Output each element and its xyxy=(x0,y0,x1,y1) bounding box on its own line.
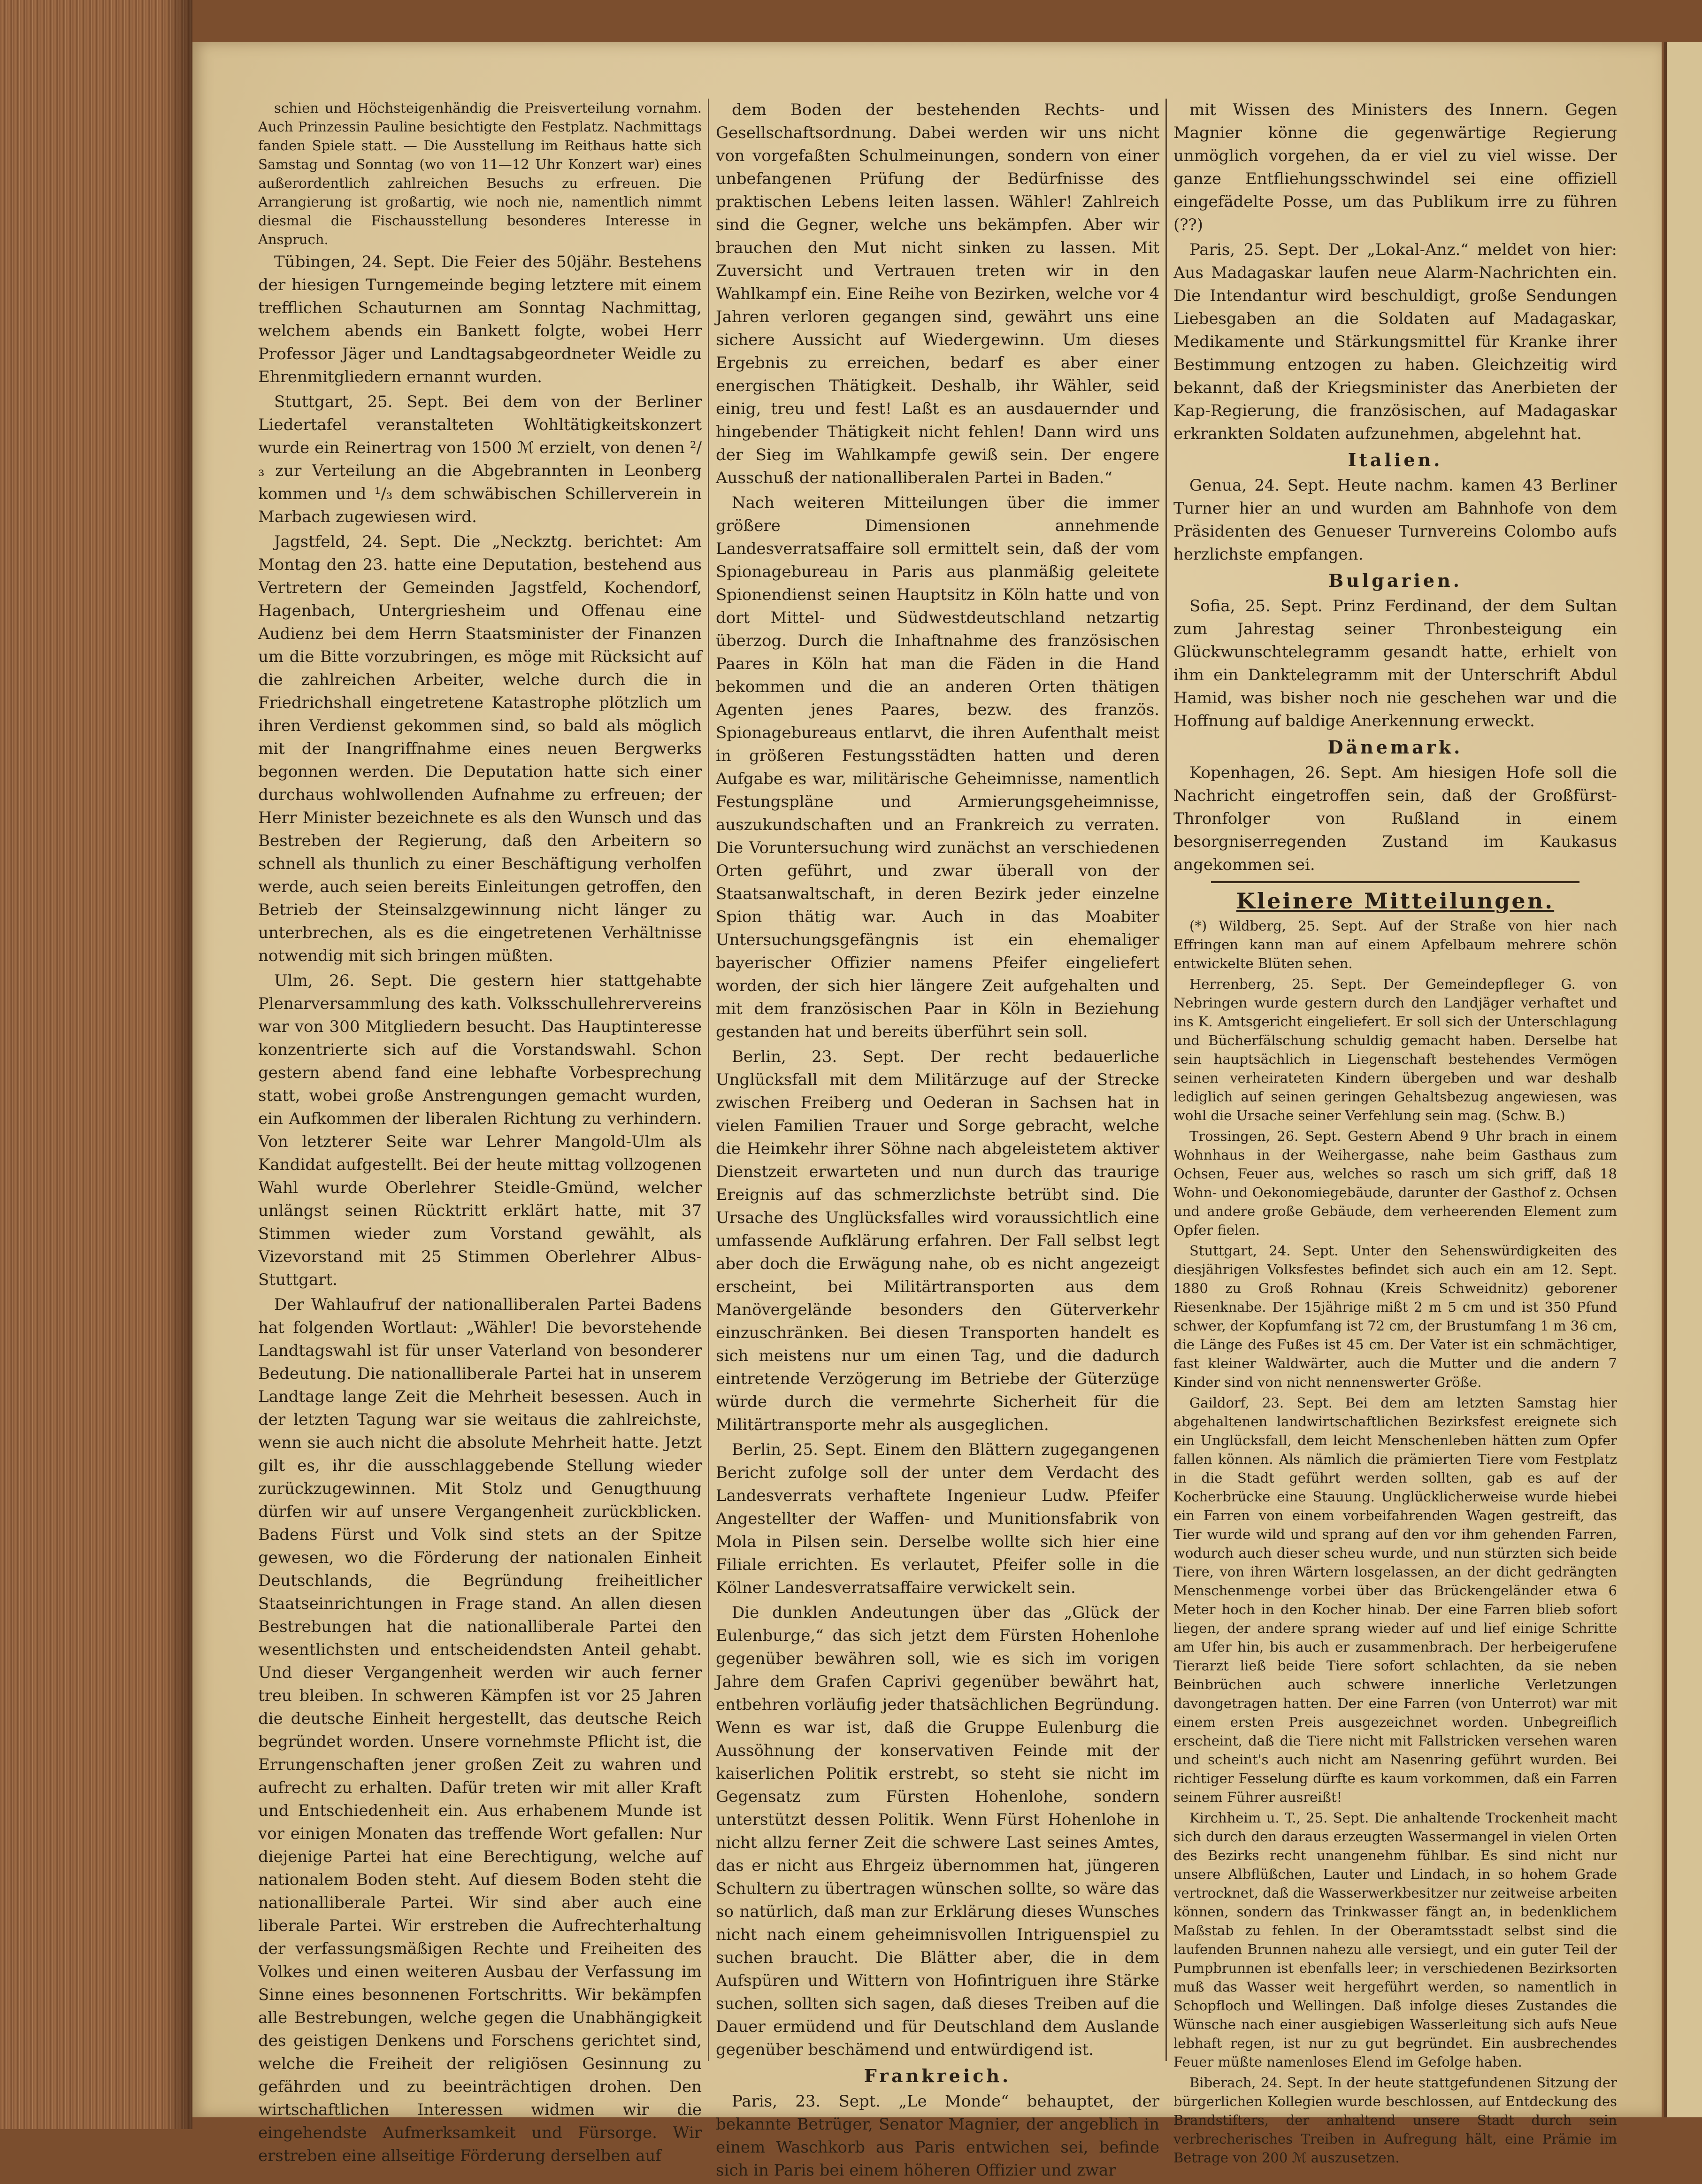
article-paragraph: Gaildorf, 23. Sept. Bei dem am letzten Samstag hier abgehaltenen landwirtschaftlichen Bezirksfest ereignete sich ein Unglücksfall, dem leicht Menschenleben hätten zum Opfer fallen können. Als nämlich die prämierten Tiere vom Festplatz in die Stadt geführt werden sollten, gab es auf der Kocherbrücke eine Stauung. Unglücklicherweise wurde hiebei ein Farren von einem vorbeifahrenden Wagen gestreift, das Tier wurde wild und sprang auf den vor ihm gehenden Farren, wodurch auch dieser scheu wurde, und nun stürzten sich beide Tiere, von ihren Wärtern losgelassen, an der dicht gedrängten Menschenmenge vorbei über das Brückengeländer etwa 6 Meter hoch in den Kocher hinab. Der eine Farren blieb sofort liegen, der andere sprang wieder auf und lief einige Schritte am Ufer hin, bis auch er zusammenbrach. Der herbeigerufene Tierarzt ließ beide Tiere sofort schlachten, da sie neben Beinbrüchen auch schwere innerliche Verletzungen davongetragen hatten. Der eine Farren (von Unterrot) war mit einem ersten Preis ausgezeichnet worden. Unbegreiflich erscheint, daß die Tiere nicht mit Fallstricken versehen waren und scheint's auch nicht am Nasenring geführt wurden. Bei richtiger Fesselung dürfte es kaum vorkommen, daß ein Farren seinem Führer ausreißt! xyxy=(1173,1395,1617,1805)
article-paragraph: mit Wissen des Ministers des Innern. Gegen Magnier könne die gegenwärtige Regierung unmöglich vorgehen, da er viel zu viel wisse. Der ganze Entfliehungsschwindel sei eine offiziell eingefädelte Posse, um das Publikum irre zu führen (??) xyxy=(1173,100,1617,234)
article-paragraph: Der Wahlaufruf der nationalliberalen Partei Badens hat folgenden Wortlaut: „Wähler! Die bevorstehende Landtagswahl ist für unser Vaterland von besonderer Bedeutung. Die nationalliberale Partei hat in unserem Landtage lange Zeit die Mehrheit besessen. Auch in der letzten Tagung war sie weitaus die zahlreichste, wenn sie auch nicht die absolute Mehrheit hatte. Jetzt gilt es, ihr die ausschlaggebende Stellung wieder zurückzugewinnen. Mit Stolz und Genugthuung dürfen wir auf unsere Vergangenheit zurückblicken. Badens Fürst und Volk sind stets an der Spitze gewesen, wo die Förderung der nationalen Einheit Deutschlands, die Begründung freiheitlicher Staatseinrichtungen in Frage stand. An allen diesen Bestrebungen hat die nationalliberale Partei den wesentlichsten und entscheidendsten Anteil gehabt. Und dieser Vergangenheit werden wir auch ferner treu bleiben. In schweren Kämpfen ist vor 25 Jahren die deutsche Einheit hergestellt, das deutsche Reich begründet worden. Unsere vornehmste Pflicht ist, die Errungenschaften jener großen Zeit zu wahren und aufrecht zu erhalten. Dafür treten wir mit aller Kraft und Entschiedenheit ein. Aus erhabenem Munde ist vor einigen Monaten das treffende Wort gefallen: Nur diejenige Partei hat eine Berechtigung, welche auf nationalem Boden steht. Auf diesem Boden steht die nationalliberale Partei. Wir sind aber auch eine liberale Partei. Wir erstreben die Aufrechterhaltung der verfassungsmäßigen Rechte und Freiheiten des Volkes und einen weiteren Ausbau der Verfassung im Sinne eines besonnenen Fortschritts. Wir bekämpfen alle Bestrebungen, welche gegen die Unabhängigkeit des geistigen Denkens und Forschens gerichtet sind, welche die Freiheit der religiösen Gesinnung zu gefährden und zu beeinträchtigen drohen. Den wirtschaftlichen Interessen widmen wir die eingehendste Aufmerksamkeit und Fürsorge. Wir erstreben eine allseitige Förderung derselben auf xyxy=(258,1295,702,2165)
section-divider xyxy=(1211,881,1579,883)
column-rule xyxy=(708,99,709,2061)
article-paragraph: Stuttgart, 24. Sept. Unter den Sehenswürdigkeiten des diesjährigen Volksfestes befindet sich auch ein am 12. Sept. 1880 zu Groß Rohnau (Kreis Schweidnitz) geborener Riesenknabe. Der 15jährige mißt 2 m 5 cm und ist 350 Pfund schwer, der Kopfumfang ist 72 cm, der Brustumfang 1 m 36 cm, die Länge des Fußes ist 45 cm. Der Vater ist ein schmächtiger, fast kleiner Waldwärter, auch die Mutter und die andern 7 Kinder sind von nicht nennenswerter Größe. xyxy=(1173,1243,1617,1390)
book-edge xyxy=(0,0,192,2129)
section-heading-small-news: Kleinere Mitteilungen. xyxy=(1236,888,1555,914)
article-paragraph: Ulm, 26. Sept. Die gestern hier stattgehabte Plenarversammlung des kath. Volksschullehrervereins war von 300 Mitgliedern besucht. Das Hauptinteresse konzentrierte sich auf die Vorstandswahl. Schon gestern abend fand eine lebhafte Vorbesprechung statt, wobei große Anstrengungen gemacht wurden, ein Aufkommen der liberalen Richtung zu verhindern. Von letzterer Seite war Lehrer Mangold-Ulm als Kandidat aufgestellt. Bei der heute mittag vollzogenen Wahl wurde Oberlehrer Steidle-Gmünd, welcher unlängst seinen Rücktritt erklärt hatte, mit 37 Stimmen wieder zum Vorstand gewählt, als Vizevorstand mit 25 Stimmen Oberlehrer Albus-Stuttgart. xyxy=(258,971,702,1289)
article-paragraph: Paris, 25. Sept. Der „Lokal-Anz.“ meldet von hier: Aus Madagaskar laufen neue Alarm-Nachrichten ein. Die Intendantur wird beschuldigt, große Sendungen Liebesgaben an die Soldaten auf Madagaskar, Medikamente und Stärkungsmittel für Kranke ihrer Bestimmung entzogen zu haben. Gleichzeitig wird bekannt, daß der Kriegsminister das Anerbieten der Kap-Regierung, die französischen, auf Madagaskar erkrankten Soldaten aufzunehmen, abgelehnt hat. xyxy=(1173,240,1617,443)
article-paragraph: Trossingen, 26. Sept. Gestern Abend 9 Uhr brach in einem Wohnhaus in der Weihergasse, nahe beim Gasthaus zum Ochsen, Feuer aus, welches so rasch um sich griff, daß 18 Wohn- und Oekonomiegebäude, darunter der Gasthof z. Ochsen und andere große Gebäude, dem verheerenden Element zum Opfer fielen. xyxy=(1173,1128,1617,1238)
article-paragraph: Tübingen, 24. Sept. Die Feier des 50jähr. Bestehens der hiesigen Turngemeinde beging letztere mit einem trefflichen Schauturnen am Sonntag Nachmittag, welchem abends ein Bankett folgte, wobei Herr Professor Jäger und Landtagsabgeordneter Weidle zu Ehrenmitgliedern ernannt wurden. xyxy=(258,253,702,386)
section-heading: Bulgarien. xyxy=(1328,570,1462,591)
article-paragraph: Sofia, 25. Sept. Prinz Ferdinand, der dem Sultan zum Jahrestag seiner Thronbesteigung ein Glückwunschtelegramm gesandt hatte, erhielt von ihm ein Danktelegramm mit der Unterschrift Abdul Hamid, was bisher noch nie geschehen war und die Hoffnung auf baldige Anerkennung erweckt. xyxy=(1173,597,1617,731)
article-paragraph: schien und Höchsteigenhändig die Preisverteilung vornahm. Auch Prinzessin Pauline besichtigte den Festplatz. Nachmittags fanden Spiele statt. — Die Ausstellung im Reithaus hatte sich Samstag und Sonntag (wo von 11—12 Uhr Konzert war) eines außerordentlich zahlreichen Besuchs zu erfreuen. Die Arrangierung ist großartig, wie noch nie, namentlich nimmt diesmal die Fischausstellung besonderes Interesse in Anspruch. xyxy=(258,100,702,247)
section-heading: Italien. xyxy=(1348,449,1443,470)
article-paragraph: Jagstfeld, 24. Sept. Die „Neckztg. berichtet: Am Montag den 23. hatte eine Deputation, bestehend aus Vertretern der Gemeinden Jagstfeld, Kochendorf, Hagenbach, Untergriesheim und Offenau eine Audienz bei dem Herrn Staatsminister der Finanzen um die Bitte vorzubringen, es möge mit Rücksicht auf die zahlreichen Arbeiter, welche durch die in Friedrichshall eingetretene Katastrophe plötzlich um ihren Verdienst gekommen sind, so bald als möglich mit der Inangriffnahme eines neuen Bergwerks begonnen werden. Die Deputation hatte sich einer durchaus wohlwollenden Aufnahme zu erfreuen; der Herr Minister bezeichnete es als den Wunsch und das Bestreben der Regierung, daß den Arbeitern so schnell als thunlich zu einer Beschäftigung verholfen werde, auch seien bereits Einleitungen getroffen, den Betrieb der Steinsalzgewinnung nicht länger zu unterbrechen, als es die eingetretenen Verhältnisse notwendig mit sich bringen müßten. xyxy=(258,532,702,965)
column-3 xyxy=(1173,99,1617,2169)
newspaper-page xyxy=(192,42,1662,2180)
article-paragraph: Kirchheim u. T., 25. Sept. Die anhaltende Trockenheit macht sich durch den daraus erzeugten Wassermangel in vielen Orten des Bezirks recht unangenehm fühlbar. Es sind nicht nur unsere Albflüßchen, Lauter und Lindach, in so hohem Grade vertrocknet, daß die Wasserwerkbesitzer nur zeitweise arbeiten können, sondern das Trinkwasser fängt an, in bedenklichem Maßstab zu fehlen. In der Oberamtsstadt selbst sind die laufenden Brunnen nahezu alle versiegt, und ein guter Teil der Pumpbrunnen ist ebenfalls leer; in verschiedenen Bezirksorten muß das Wasser weit hergeführt werden, so namentlich in Schopfloch und Wellingen. Daß infolge dieses Zustandes die Wünsche nach einer ausgiebigen Wasserleitung sich aufs Neue lebhaft regen, ist nur zu gut begründet. Ein ausbrechendes Feuer müßte namenloses Elend im Gefolge haben. xyxy=(1173,1810,1617,2070)
article-paragraph: Berlin, 25. Sept. Einem den Blättern zugegangenen Bericht zufolge soll der unter dem Verdacht des Landesverrats verhaftete Ingenieur Ludw. Pfeifer Angestellter der Waffen- und Munitionsfabrik von Mola in Pilsen sein. Derselbe wollte sich hier eine Filiale errichten. Es verlautet, Pfeifer solle in die Kölner Landesverratsaffaire verwickelt sein. xyxy=(716,1440,1159,1597)
article-paragraph: Genua, 24. Sept. Heute nachm. kamen 43 Berliner Turner hier an und wurden am Bahnhofe von dem Präsidenten des Genueser Turnvereins Colombo aufs herzlichste empfangen. xyxy=(1173,476,1617,564)
article-paragraph: Die dunklen Andeutungen über das „Glück der Eulenburge,“ das sich jetzt dem Fürsten Hohenlohe gegenüber bewähren soll, wie es sich im vorigen Jahre dem Grafen Caprivi gegenüber bewährt hat, entbehren vorläufig jeder thatsächlichen Begründung. Wenn es war ist, daß die Gruppe Eulenburg die Aussöhnung der konservativen Feinde mit der kaiserlichen Politik erstrebt, so steht sie nicht im Gegensatz zum Fürsten Hohenlohe, sondern unterstützt dessen Politik. Wenn Fürst Hohenlohe in nicht allzu ferner Zeit die schwere Last seines Amtes, das er nicht aus Ehrgeiz übernommen hat, jüngeren Schultern zu übertragen wünschen sollte, so wäre das so natürlich, daß man zur Erklärung dieses Wunsches nicht nach einem geheimnisvollen Intriguenspiel zu suchen braucht. Die Blätter aber, die in dem Aufspüren und Wittern von Hofintriguen ihre Stärke suchen, sollten sich sagen, daß dieses Treiben auf die Dauer ermüdend und für Deutschland dem Auslande gegenüber beschämend und entwürdigend ist. xyxy=(716,1603,1159,2059)
article-paragraph: Herrenberg, 25. Sept. Der Gemeindepfleger G. von Nebringen wurde gestern durch den Landjäger verhaftet und ins K. Amtsgericht eingeliefert. Er soll sich der Unterschlagung und Bücherfälschung schuldig gemacht haben. Derselbe hat sein hauptsächlich in Liegenschaft bestehendes Vermögen seinen verheirateten Kindern übergeben und war deshalb lediglich auf seinen geringen Gehaltsbezug angewiesen, was wohl die Ursache seiner Verfehlung sein mag. (Schw. B.) xyxy=(1173,976,1617,1123)
article-paragraph: Stuttgart, 25. Sept. Bei dem von der Berliner Liedertafel veranstalteten Wohltätigkeitskonzert wurde ein Reinertrag von 1500 ℳ erzielt, von denen ²/₃ zur Verteilung an die Abgebrannten in Leonberg kommen und ¹/₃ dem schwäbischen Schillerverein in Marbach zugewiesen wird. xyxy=(258,392,702,526)
article-paragraph: dem Boden der bestehenden Rechts- und Gesellschaftsordnung. Dabei werden wir uns nicht von vorgefaßten Schulmeinungen, sondern von einer unbefangenen Prüfung der Bedürfnisse des praktischen Lebens leiten lassen. Wähler! Zahlreich sind die Gegner, welche uns bekämpfen. Aber wir brauchen den Mut nicht sinken zu lassen. Mit Zuversicht und Vertrauen treten wir in den Wahlkampf ein. Eine Reihe von Bezirken, welche vor 4 Jahren verloren gegangen sind, gewährt uns eine sichere Aussicht auf Wiedergewinn. Um dieses Ergebnis zu erreichen, bedarf es aber einer energischen Thätigkeit. Deshalb, ihr Wähler, seid einig, treu und fest! Laßt es an ausdauernder und hingebender Thätigkeit nicht fehlen! Dann wird uns der Sieg im Wahlkampfe gewiß sein. Der engere Ausschuß der nationalliberalen Partei in Baden.“ xyxy=(716,100,1159,487)
column-1 xyxy=(258,99,702,2169)
article-paragraph: Paris, 23. Sept. „Le Monde“ behauptet, der bekannte Betrüger, Senator Magnier, der angeblich in einem Waschkorb aus Paris entwichen sei, befinde sich in Paris bei einem höheren Offizier und zwar xyxy=(716,2092,1159,2180)
column-rule xyxy=(1165,99,1167,2061)
section-heading: Frankreich. xyxy=(864,2065,1012,2086)
article-paragraph: Berlin, 23. Sept. Der recht bedauerliche Unglücksfall mit dem Militärzuge auf der Strecke zwischen Freiberg und Oederan in Sachsen hat in vielen Familien Trauer und Sorge gebracht, welche die Heimkehr ihrer Söhne nach abgeleistetem aktiver Dienstzeit erwarteten und nun durch das traurige Ereignis auf das schmerzlichste betrübt sind. Die Ursache des Unglücksfalles wird voraussichtlich eine umfassende Aufklärung erfahren. Der Fall selbst legt aber doch die Erwägung nahe, ob es nicht angezeigt erscheint, bei Militärtransporten aus dem Manövergelände besonders den Güterverkehr einzuschränken. Bei diesen Transporten handelt es sich meistens nur um einen Tag, und die dadurch eintretende Verzögerung im Betriebe der Güterzüge würde durch die vermehrte Sicherheit für die Militärtransporte mehr als ausgeglichen. xyxy=(716,1047,1159,1434)
article-paragraph: Nach weiteren Mitteilungen über die immer größere Dimensionen annehmende Landesverratsaffaire soll ermittelt sein, daß der vom Spionagebureau in Paris aus planmäßig geleitete Spionendienst seinen Hauptsitz in Köln hatte und von dort Mittel- und Südwestdeutschland netzartig überzog. Durch die Inhaftnahme des französischen Paares in Köln hat man die Fäden in die Hand bekommen und die an anderen Orten thätigen Agenten jenes Paares, bezw. des französ. Spionagebureaus entlarvt, die ihren Aufenthalt meist in größeren Festungsstädten hatten und deren Aufgabe es war, militärische Geheimnisse, namentlich Festungspläne und Armierungsgeheimnisse, auszukundschaften und an Frankreich zu verraten. Die Voruntersuchung wird zunächst an verschiedenen Orten geführt, und zwar überall von der Staatsanwaltschaft, in deren Bezirk jeder einzelne Spion thätig war. Auch in das Moabiter Untersuchungsgefängnis ist ein ehemaliger bayerischer Offizier namens Pfeifer eingeliefert worden, der sich hier längere Zeit aufgehalten und mit dem französischen Paar in Köln in Beziehung gestanden hat und bereits überführt sein soll. xyxy=(716,493,1159,1041)
column-2 xyxy=(716,99,1159,2184)
article-paragraph: Biberach, 24. Sept. In der heute stattgefundenen Sitzung der bürgerlichen Kollegien wurde beschlossen, auf Entdeckung des Brandstifters, der anhaltend unsere Stadt durch sein verbrecherisches Treiben in Aufregung hält, eine Prämie im Betrage von 200 ℳ auszusetzen. xyxy=(1173,2075,1617,2166)
section-heading: Dänemark. xyxy=(1327,737,1463,758)
article-paragraph: (*) Wildberg, 25. Sept. Auf der Straße von hier nach Effringen kann man auf einem Apfelbaum mehrere schön entwickelte Blüten sehen. xyxy=(1173,918,1617,971)
next-page-edge xyxy=(1664,42,1702,2117)
article-paragraph: Kopenhagen, 26. Sept. Am hiesigen Hofe soll die Nachricht eingetroffen sein, daß der Großfürst-Thronfolger von Rußland in einem besorgniserregenden Zustand im Kaukasus angekommen sei. xyxy=(1173,763,1617,874)
